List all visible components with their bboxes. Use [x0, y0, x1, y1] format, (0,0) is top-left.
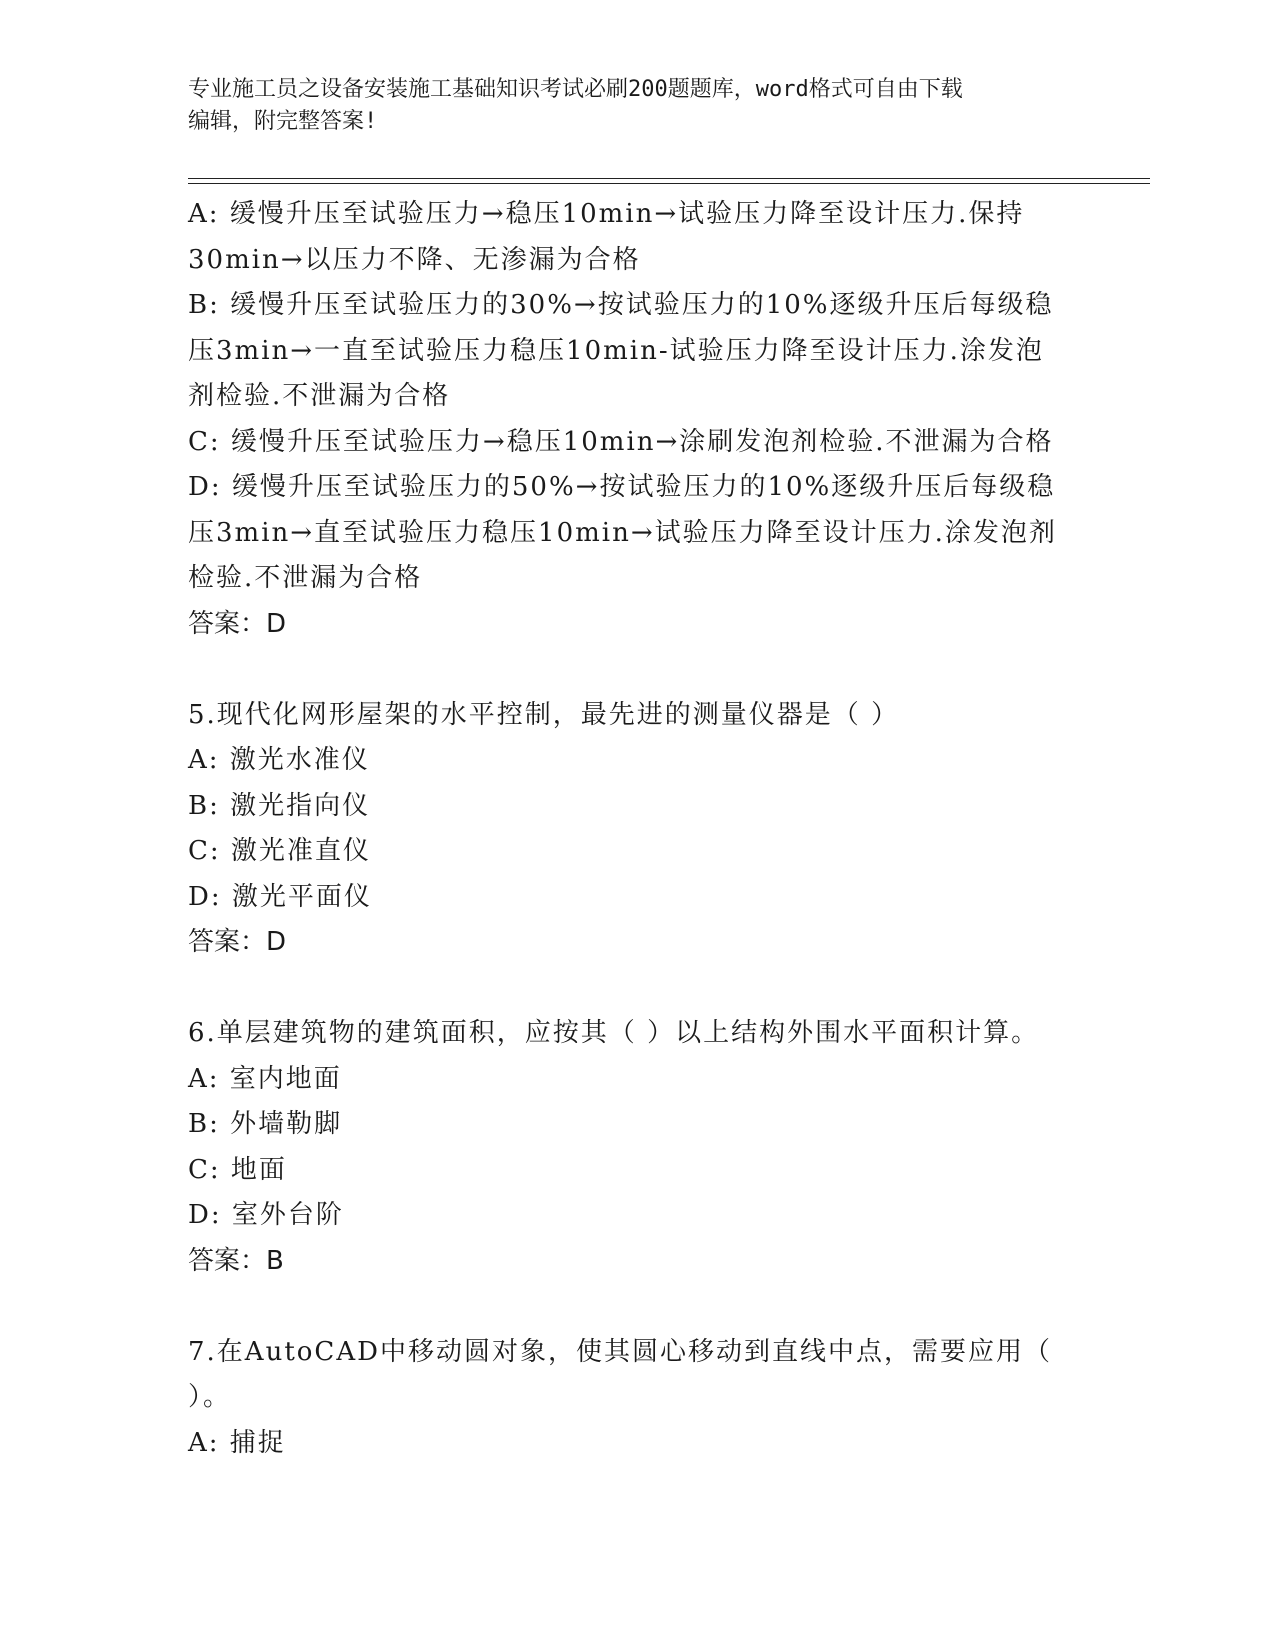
question-5 — [188, 693, 1088, 966]
q6-answer: 答案：B — [188, 1245, 284, 1276]
q6-option-a: A: 室内地面 — [188, 1063, 342, 1094]
q5-question: 5.现代化网形屋架的水平控制，最先进的测量仪器是（ ） — [188, 699, 900, 730]
header-title-line-2: 编辑，附完整答案! — [188, 109, 378, 134]
question-7 — [188, 1330, 1088, 1467]
q5-answer: 答案：D — [188, 927, 287, 957]
q4-option-b-line-2: 压3min→一直至试验压力稳压10min-试验压力降至设计压力.涂发泡 — [188, 335, 1044, 366]
header-divider-bottom — [188, 183, 1150, 184]
document-body — [188, 192, 1088, 1466]
spacer — [188, 647, 1088, 693]
spacer — [188, 1284, 1088, 1330]
q4-option-d-line-3: 检验.不泄漏为合格 — [188, 563, 423, 593]
q4-option-d-line-1: D: 缓慢升压至试验压力的50%→按试验压力的10%逐级升压后每级稳 — [188, 472, 1056, 502]
q7-question-line-2: ）。 — [188, 1382, 232, 1412]
q5-option-b: B: 激光指向仪 — [188, 790, 371, 821]
q4-option-c: C: 缓慢升压至试验压力→稳压10min→涂刷发泡剂检验.不泄漏为合格 — [188, 426, 1054, 457]
q6-option-b: B: 外墙勒脚 — [188, 1109, 343, 1139]
q4-option-b-line-3: 剂检验.不泄漏为合格 — [188, 381, 451, 411]
q5-option-d: D: 激光平面仪 — [188, 881, 372, 912]
q7-question-line-1: 7.在AutoCAD中移动圆对象，使其圆心移动到直线中点，需要应用（ — [188, 1336, 1052, 1367]
q4-option-a-line-2: 30min→以压力不降、无渗漏为合格 — [188, 244, 641, 275]
q4-option-d-line-2: 压3min→直至试验压力稳压10min→试验压力降至设计压力.涂发泡剂 — [188, 517, 1057, 548]
q4-option-b-line-1: B: 缓慢升压至试验压力的30%→按试验压力的10%逐级升压后每级稳 — [188, 290, 1054, 320]
q4-answer: 答案：D — [188, 608, 287, 639]
q6-question: 6.单层建筑物的建筑面积，应按其（ ）以上结构外围水平面积计算。 — [188, 1018, 1040, 1048]
document-header — [188, 74, 1088, 138]
header-title-line-1: 专业施工员之设备安装施工基础知识考试必刷200题题库，word格式可自由下载 — [188, 77, 963, 102]
q6-option-c: C: 地面 — [188, 1154, 287, 1185]
header-divider-top — [188, 178, 1150, 179]
question-4 — [188, 192, 1088, 647]
q5-option-a: A: 激光水准仪 — [188, 745, 370, 775]
q4-option-a-line-1: A: 缓慢升压至试验压力→稳压10min→试验压力降至设计压力.保持 — [188, 199, 1025, 229]
q5-option-c: C: 激光准直仪 — [188, 836, 371, 866]
question-6 — [188, 1011, 1088, 1284]
q6-option-d: D: 室外台阶 — [188, 1200, 344, 1230]
spacer — [188, 966, 1088, 1012]
q7-option-a: A: 捕捉 — [188, 1427, 286, 1458]
